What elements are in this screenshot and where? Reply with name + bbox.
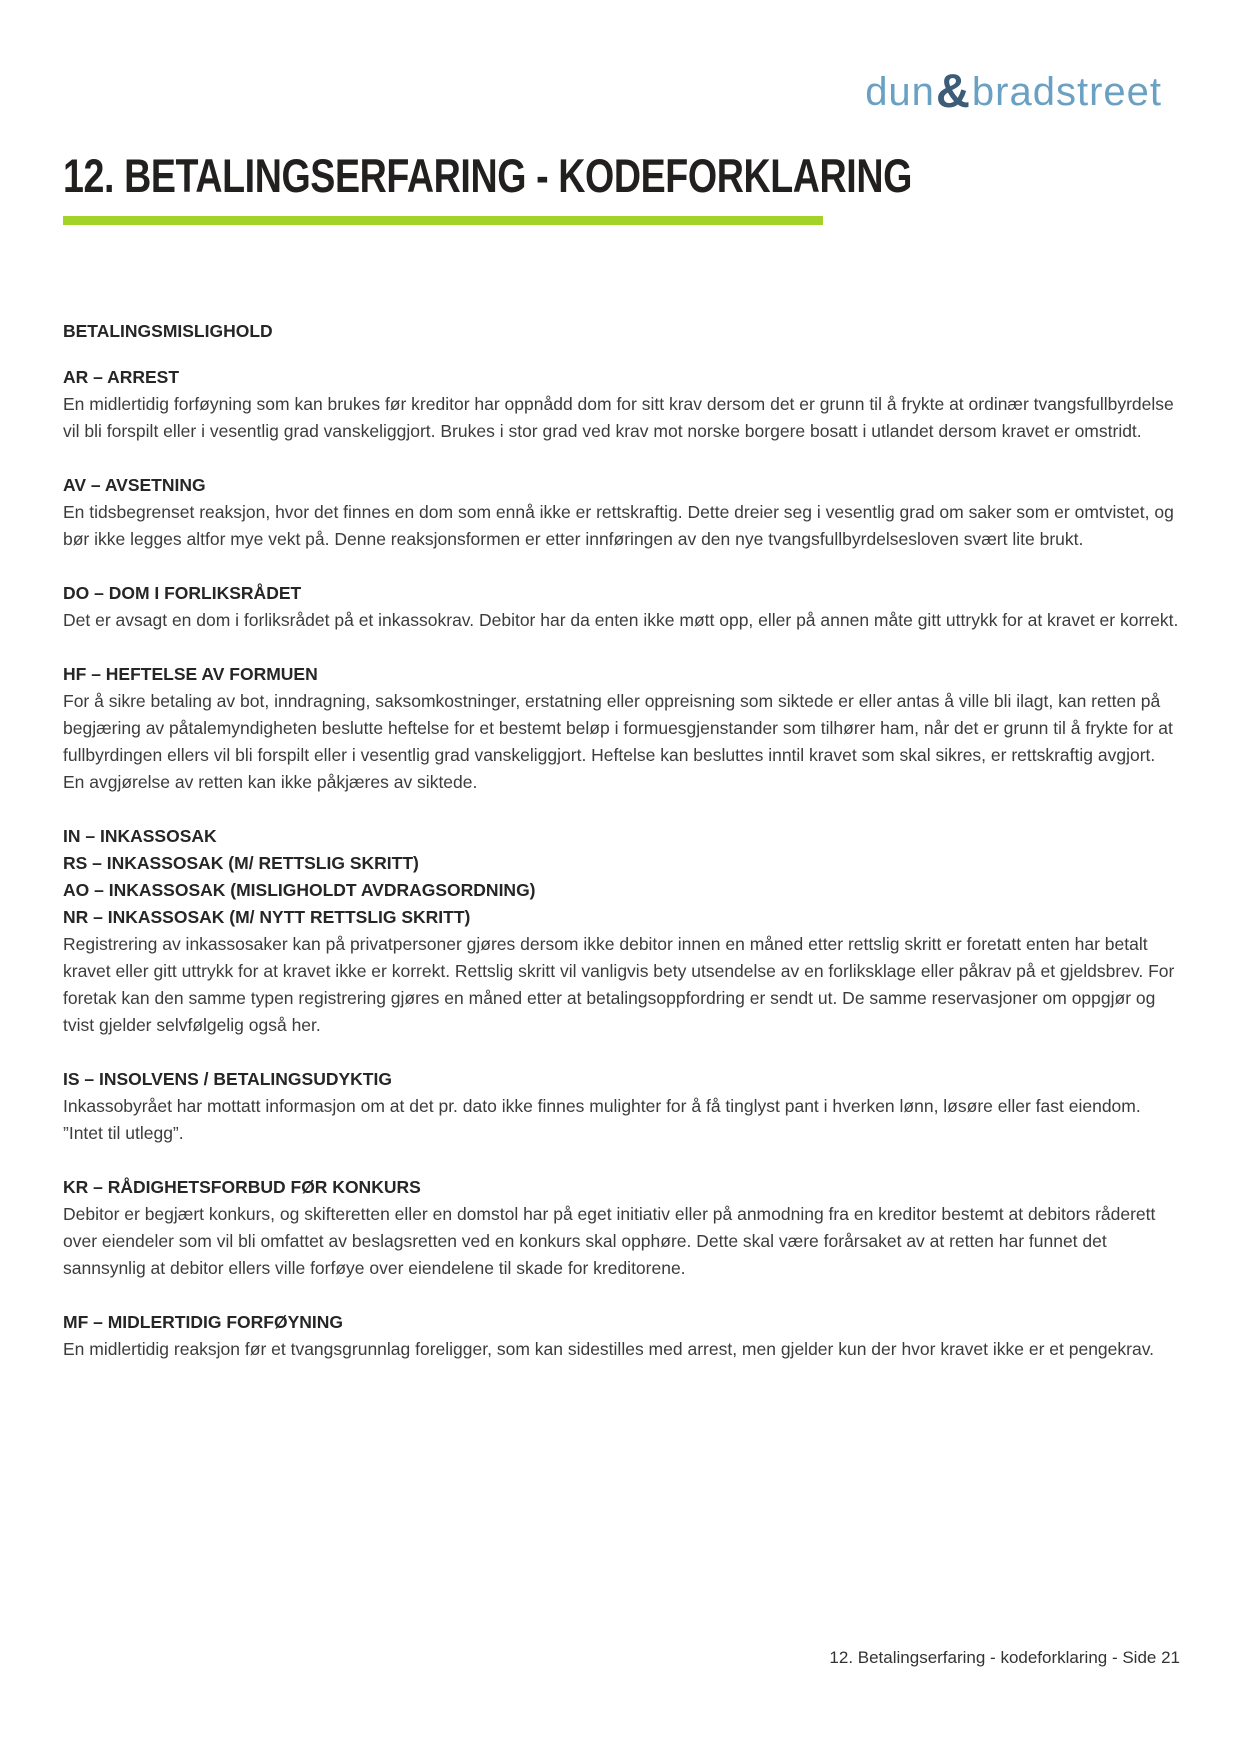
code-description: For å sikre betaling av bot, inndragning, saksomkostninger, erstatning eller oppreisning som siktede er eller antas å ville bli ilagt, kan retten på begjæring av påtalemyndigheten beslutte heftelse for et bestemt beløp i formuesgjenstander som tilhører ham, når det er grunn til å frykte for at fullbyrdingen ellers vil bli forspilt eller i vesentlig grad vanskeliggjort. Heftelse kan besluttes inntil kravet som skal sikres, er rettskraftig avgjort. En avgjørelse av retten kan ikke påkjæres av siktede. xyxy=(63,691,1173,792)
logo-text-bradstreet: bradstreet xyxy=(971,70,1162,114)
code-heading: AO – INKASSOSAK (MISLIGHOLDT AVDRAGSORDNING) xyxy=(63,880,536,900)
logo-ampersand-icon: & xyxy=(935,64,971,117)
code-section xyxy=(63,580,1180,634)
code-description: Registrering av inkassosaker kan på privatpersoner gjøres dersom ikke debitor innen en måned etter rettslig skritt er foretatt enten har betalt kravet eller gitt uttrykk for at kravet ikke er korrekt. Rettslig skritt vil vanligvis bety utsendelse av en forliksklage eller påkrav på et gjeldsbrev. For foretak kan den samme typen registrering gjøres en måned etter at betalingsoppfordring er sendt ut. De samme reservasjoner om oppgjør og tvist gjelder selvfølgelig også her. xyxy=(63,934,1175,1035)
code-heading: DO – DOM I FORLIKSRÅDET xyxy=(63,583,302,603)
code-section xyxy=(63,1174,1180,1282)
code-section xyxy=(63,661,1180,796)
code-heading: IS – INSOLVENS / BETALINGSUDYKTIG xyxy=(63,1069,392,1089)
code-heading: HF – HEFTELSE AV FORMUEN xyxy=(63,664,318,684)
logo-text-dun: dun xyxy=(865,70,935,114)
code-section xyxy=(63,1309,1180,1363)
code-section xyxy=(63,823,1180,1039)
code-description: Det er avsagt en dom i forliksrådet på et inkassokrav. Debitor har da enten ikke møtt opp, eller på annen måte gitt uttrykk for at kravet er korrekt. xyxy=(63,610,1179,630)
code-description: En midlertidig forføyning som kan brukes før kreditor har oppnådd dom for sitt krav dersom det er grunn til å frykte at ordinær tvangsfullbyrdelse vil bli forspilt eller i vesentlig grad vanskeliggjort. Brukes i stor grad ved krav mot norske borgere bosatt i utlandet dersom kravet er omstridt. xyxy=(63,394,1174,441)
code-description: Inkassobyrået har mottatt informasjon om at det pr. dato ikke finnes mulighter for å få tinglyst pant i hverken lønn, løsøre eller fast eiendom. ”Intet til utlegg”. xyxy=(63,1096,1141,1143)
code-heading: AR – ARREST xyxy=(63,367,180,387)
dun-bradstreet-logo xyxy=(865,64,1162,117)
code-heading: AV – AVSETNING xyxy=(63,475,206,495)
code-description: En midlertidig reaksjon før et tvangsgrunnlag foreligger, som kan sidestilles med arrest, men gjelder kun der hvor kravet ikke er et pengekrav. xyxy=(63,1339,1155,1359)
code-heading: MF – MIDLERTIDIG FORFØYNING xyxy=(63,1312,343,1332)
code-description: En tidsbegrenset reaksjon, hvor det finnes en dom som ennå ikke er rettskraftig. Dette dreier seg i vesentlig grad om saker som er omtvistet, og bør ikke legges altfor mye vekt på. Denne reaksjonsformen er etter innføringen av den nye tvangsfullbyrdelsesloven svært lite brukt. xyxy=(63,502,1174,549)
code-heading: IN – INKASSOSAK xyxy=(63,826,217,846)
sections-container xyxy=(63,364,1180,1363)
code-section xyxy=(63,364,1180,445)
section-label-betalingsmislighold: BETALINGSMISLIGHOLD xyxy=(63,321,273,341)
code-description: Debitor er begjært konkurs, og skifteretten eller en domstol har på eget initiativ eller på anmodning fra en kreditor bestemt at debitors råderett over eiendeler som vil bli omfattet av beslagsretten ved en konkurs skal opphøre. Dette skal være forårsaket av at retten har funnet det sannsynlig at debitor ellers ville forføye over eiendelene til skade for kreditorene. xyxy=(63,1204,1156,1278)
code-heading: NR – INKASSOSAK (M/ NYTT RETTSLIG SKRITT) xyxy=(63,907,471,927)
code-section xyxy=(63,472,1180,553)
title-underline-rule xyxy=(63,216,823,225)
page-title: 12. BETALINGSERFARING - KODEFORKLARING xyxy=(63,149,912,202)
header xyxy=(63,0,1180,115)
page-footer: 12. Betalingserfaring - kodeforklaring - Side 21 xyxy=(829,1648,1180,1667)
code-section xyxy=(63,1066,1180,1147)
code-heading: KR – RÅDIGHETSFORBUD FØR KONKURS xyxy=(63,1177,421,1197)
code-heading: RS – INKASSOSAK (M/ RETTSLIG SKRITT) xyxy=(63,853,419,873)
